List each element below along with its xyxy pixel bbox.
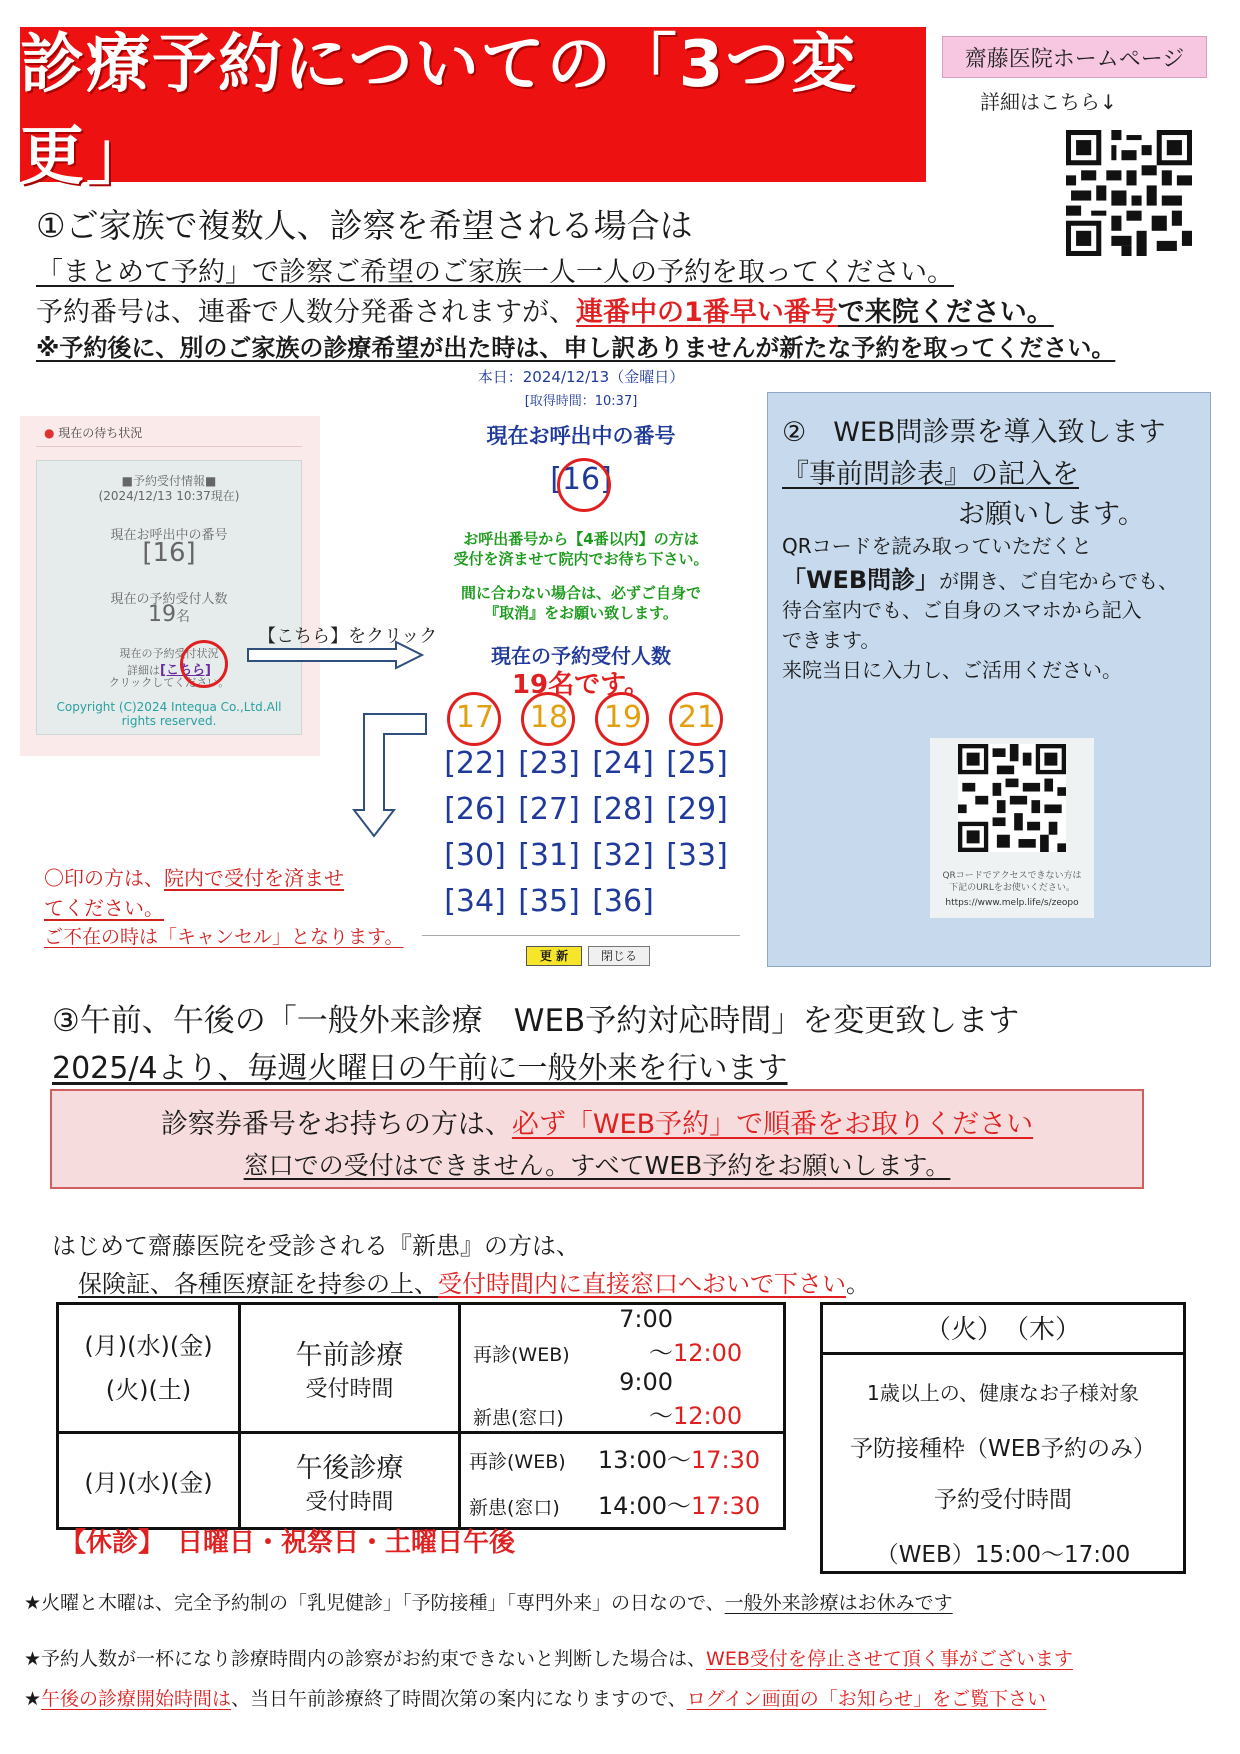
center-count-value: 19名です。 xyxy=(511,670,651,700)
section2-heading: ② WEB問診票を導入致します xyxy=(782,417,1166,448)
phone-calling-value: [16] xyxy=(142,538,196,568)
homepage-label[interactable]: 齋藤医院ホームページ xyxy=(942,36,1207,78)
qr-url-link[interactable]: https://www.melp.life/s/zeopo xyxy=(945,898,1079,908)
circle-note-line3: ご不在の時は「キャンセル」となります。 xyxy=(44,926,404,948)
hours-table xyxy=(56,1302,786,1530)
number-circle xyxy=(669,692,723,746)
number-cell: [26] xyxy=(444,792,506,827)
section1-line3: ※予約後に、別のご家族の診療希望が出た時は、申し訳ありませんが新たな予約を取ってください。 xyxy=(36,334,1116,362)
new-patient-line1: はじめて齋藤医院を受診される『新患』の方は、 xyxy=(52,1232,580,1260)
tue-thu-box xyxy=(820,1302,1186,1574)
note-3: ★午後の診療開始時間は、当日午前診療終了時間次第の案内になりますので、ログイン画面の「お知らせ」をご覧下さい xyxy=(24,1688,1047,1710)
circle-note-line1: 〇印の方は、院内で受付を済ませ xyxy=(44,866,344,890)
am-days-cell: (月)(水)(金) (火)(土) xyxy=(58,1304,240,1433)
section1-line2-a: 予約番号は、連番で人数分発番されますが、 xyxy=(36,297,576,328)
section1-heading: ①ご家族で複数人、診察を希望される場合は xyxy=(36,206,693,245)
section2-p2: 「WEB問診」が開き、ご自宅からでも、 xyxy=(782,566,1179,594)
phone-count: 19名 xyxy=(148,602,190,627)
page-title: 診療予約についての「3つ変更」 xyxy=(20,27,858,194)
number-cell: [34] xyxy=(444,884,506,919)
box-line2: 窓口での受付はできません。すべてWEB予約をお願いします。 xyxy=(243,1151,951,1180)
number-cell: [31] xyxy=(518,838,580,873)
tue-thu-l2: 予防接種枠（WEB予約のみ） xyxy=(849,1436,1157,1462)
pm-row1: 再診(WEB) 13:00～17:30 xyxy=(460,1433,785,1481)
pm-days-cell: (月)(水)(金) xyxy=(58,1433,240,1529)
qr-code-icon[interactable] xyxy=(1066,130,1192,256)
down-arrow-icon xyxy=(352,712,432,842)
phone-divider xyxy=(36,446,302,447)
new-patient-line2: 保険証、各種医療証を持参の上、受付時間内に直接窓口へおいで下さい。 xyxy=(78,1270,870,1298)
homepage-detail: 詳細はこちら↓ xyxy=(980,90,1117,114)
phone-link-pre: 現在の予約受付状況 xyxy=(119,647,219,660)
update-button[interactable]: 更 新 xyxy=(526,946,582,966)
number-circle xyxy=(595,692,649,746)
section1-line2-highlight: 連番中の1番早い番号 xyxy=(576,297,838,328)
close-button[interactable]: 閉じる xyxy=(588,946,650,966)
phone-kochira-link[interactable]: [こちら] xyxy=(160,663,211,678)
closed-days: 【休診】 日曜日・祝祭日・土曜日午後 xyxy=(60,1528,516,1558)
web-qr-code-icon[interactable] xyxy=(958,744,1066,852)
arrow-label: 【こちら】をクリック xyxy=(258,626,438,647)
phone-link-post: クリックしてください。 xyxy=(108,676,230,689)
section1-line2 xyxy=(36,290,1054,329)
phone-info2: (2024/12/13 10:37現在) xyxy=(98,489,240,503)
phone-calling-label: 現在お呼出中の番号 xyxy=(110,528,228,543)
am-row2: 新患(窓口)9:00～12:00 xyxy=(460,1368,785,1433)
phone-info1: ■予約受付情報■ xyxy=(121,474,217,488)
number-cell: [22] xyxy=(444,746,506,781)
phone-header: ● 現在の待ち状況 xyxy=(44,426,143,440)
center-notice2: 受付を済ませて院内でお待ち下さい。 xyxy=(453,550,709,568)
number-row-4 xyxy=(438,838,734,873)
number-cell: [33] xyxy=(666,838,728,873)
section2-line2: お願いします。 xyxy=(958,499,1145,530)
center-time: [取得時間：10:37] xyxy=(524,394,638,409)
section2-line1: 『事前問診表』の記入を xyxy=(782,459,1079,490)
circle-note-line2: てください。 xyxy=(44,896,164,920)
box-line1: 診察券番号をお持ちの方は、必ず「WEB予約」で順番をお取りください xyxy=(160,1109,1034,1140)
section2-p5: 来院当日に入力し、ご活用ください。 xyxy=(782,658,1122,682)
number-circle xyxy=(521,692,575,746)
center-notice3: 間に合わない場合は、必ずご自身で xyxy=(460,584,701,602)
tue-thu-header: （火） （木） xyxy=(823,1305,1183,1355)
phone-count-label: 現在の予約受付人数 xyxy=(110,592,228,607)
number-cell: [28] xyxy=(592,792,654,827)
number-cell: [32] xyxy=(592,838,654,873)
qr-note1: QRコードでアクセスできない方は xyxy=(942,871,1082,881)
note-1: ★火曜と木曜は、完全予約制の「乳児健診」「予防接種」「専門外来」の日なので、一般外来診療はお休みです xyxy=(24,1592,953,1614)
am-row1: 再診(WEB)7:00～12:00 xyxy=(460,1304,785,1369)
pm-row2: 新患(窓口) 14:00～17:30 xyxy=(460,1481,785,1529)
center-date: 本日：2024/12/13（金曜日） xyxy=(477,368,685,386)
tue-thu-l4: （WEB）15:00～17:00 xyxy=(875,1542,1131,1568)
center-divider xyxy=(422,935,740,936)
right-arrow-icon xyxy=(246,640,426,670)
number-row-2 xyxy=(438,746,734,781)
number-row-3 xyxy=(438,792,734,827)
number-cell: [24] xyxy=(592,746,654,781)
number-cell: [30] xyxy=(444,838,506,873)
number-cell: [25] xyxy=(666,746,728,781)
note-2: ★予約人数が一杯になり診療時間内の診察がお約束できないと判断した場合は、WEB受付を停止させて頂く事がございます xyxy=(24,1648,1073,1670)
number-cell: 17 xyxy=(455,700,495,735)
tue-thu-l3: 予約受付時間 xyxy=(934,1487,1072,1513)
qr-note2: 下記のURLをお使いください。 xyxy=(949,883,1075,893)
number-circle xyxy=(447,692,501,746)
section2-p3: 待合室内でも、ご自身のスマホから記入 xyxy=(782,598,1142,622)
center-notice1: お呼出番号から【4番以内】の方は xyxy=(463,530,699,548)
number-cell: [27] xyxy=(518,792,580,827)
tue-thu-l1: 1歳以上の、健康なお子様対象 xyxy=(867,1381,1139,1405)
center-calling-title: 現在お呼出中の番号 xyxy=(486,424,676,448)
number-cell: 19 xyxy=(603,700,643,735)
number-cell: 18 xyxy=(529,700,569,735)
number-cell: [36] xyxy=(592,884,654,919)
section1-line2-c: で来院ください。 xyxy=(837,297,1054,328)
section3-heading: ③午前、午後の「一般外来診療 WEB予約対応時間」を変更致します xyxy=(52,1003,1020,1039)
center-calling-num: [16] xyxy=(550,462,612,497)
pm-label-cell: 午後診療 受付時間 xyxy=(240,1433,460,1529)
am-label-cell: 午前診療 受付時間 xyxy=(240,1304,460,1433)
center-count-title: 現在の予約受付人数 xyxy=(491,644,671,668)
number-cell: [29] xyxy=(666,792,728,827)
section3-sub: 2025/4より、毎週火曜日の午前に一般外来を行います xyxy=(52,1051,788,1086)
number-cell: [23] xyxy=(518,746,580,781)
number-row-5 xyxy=(438,884,660,919)
phone-kochira-circle xyxy=(180,640,228,688)
center-notice4: 『取消』をお願い致します。 xyxy=(484,604,678,622)
number-cell: 21 xyxy=(677,700,717,735)
section1-line1: 「まとめて予約」で診察ご希望のご家族一人一人の予約を取ってください。 xyxy=(36,257,954,288)
phone-link-line: 詳細は[こちら] xyxy=(127,663,211,678)
section2-p4: できます。 xyxy=(782,628,881,652)
number-cell: [35] xyxy=(518,884,580,919)
phone-copyright: Copyright (C)2024 Intequa Co.,Ltd.All rights reserved. xyxy=(56,700,282,728)
section2-p1: QRコードを読み取っていただくと xyxy=(782,534,1092,558)
calling-num-circle xyxy=(557,458,611,512)
